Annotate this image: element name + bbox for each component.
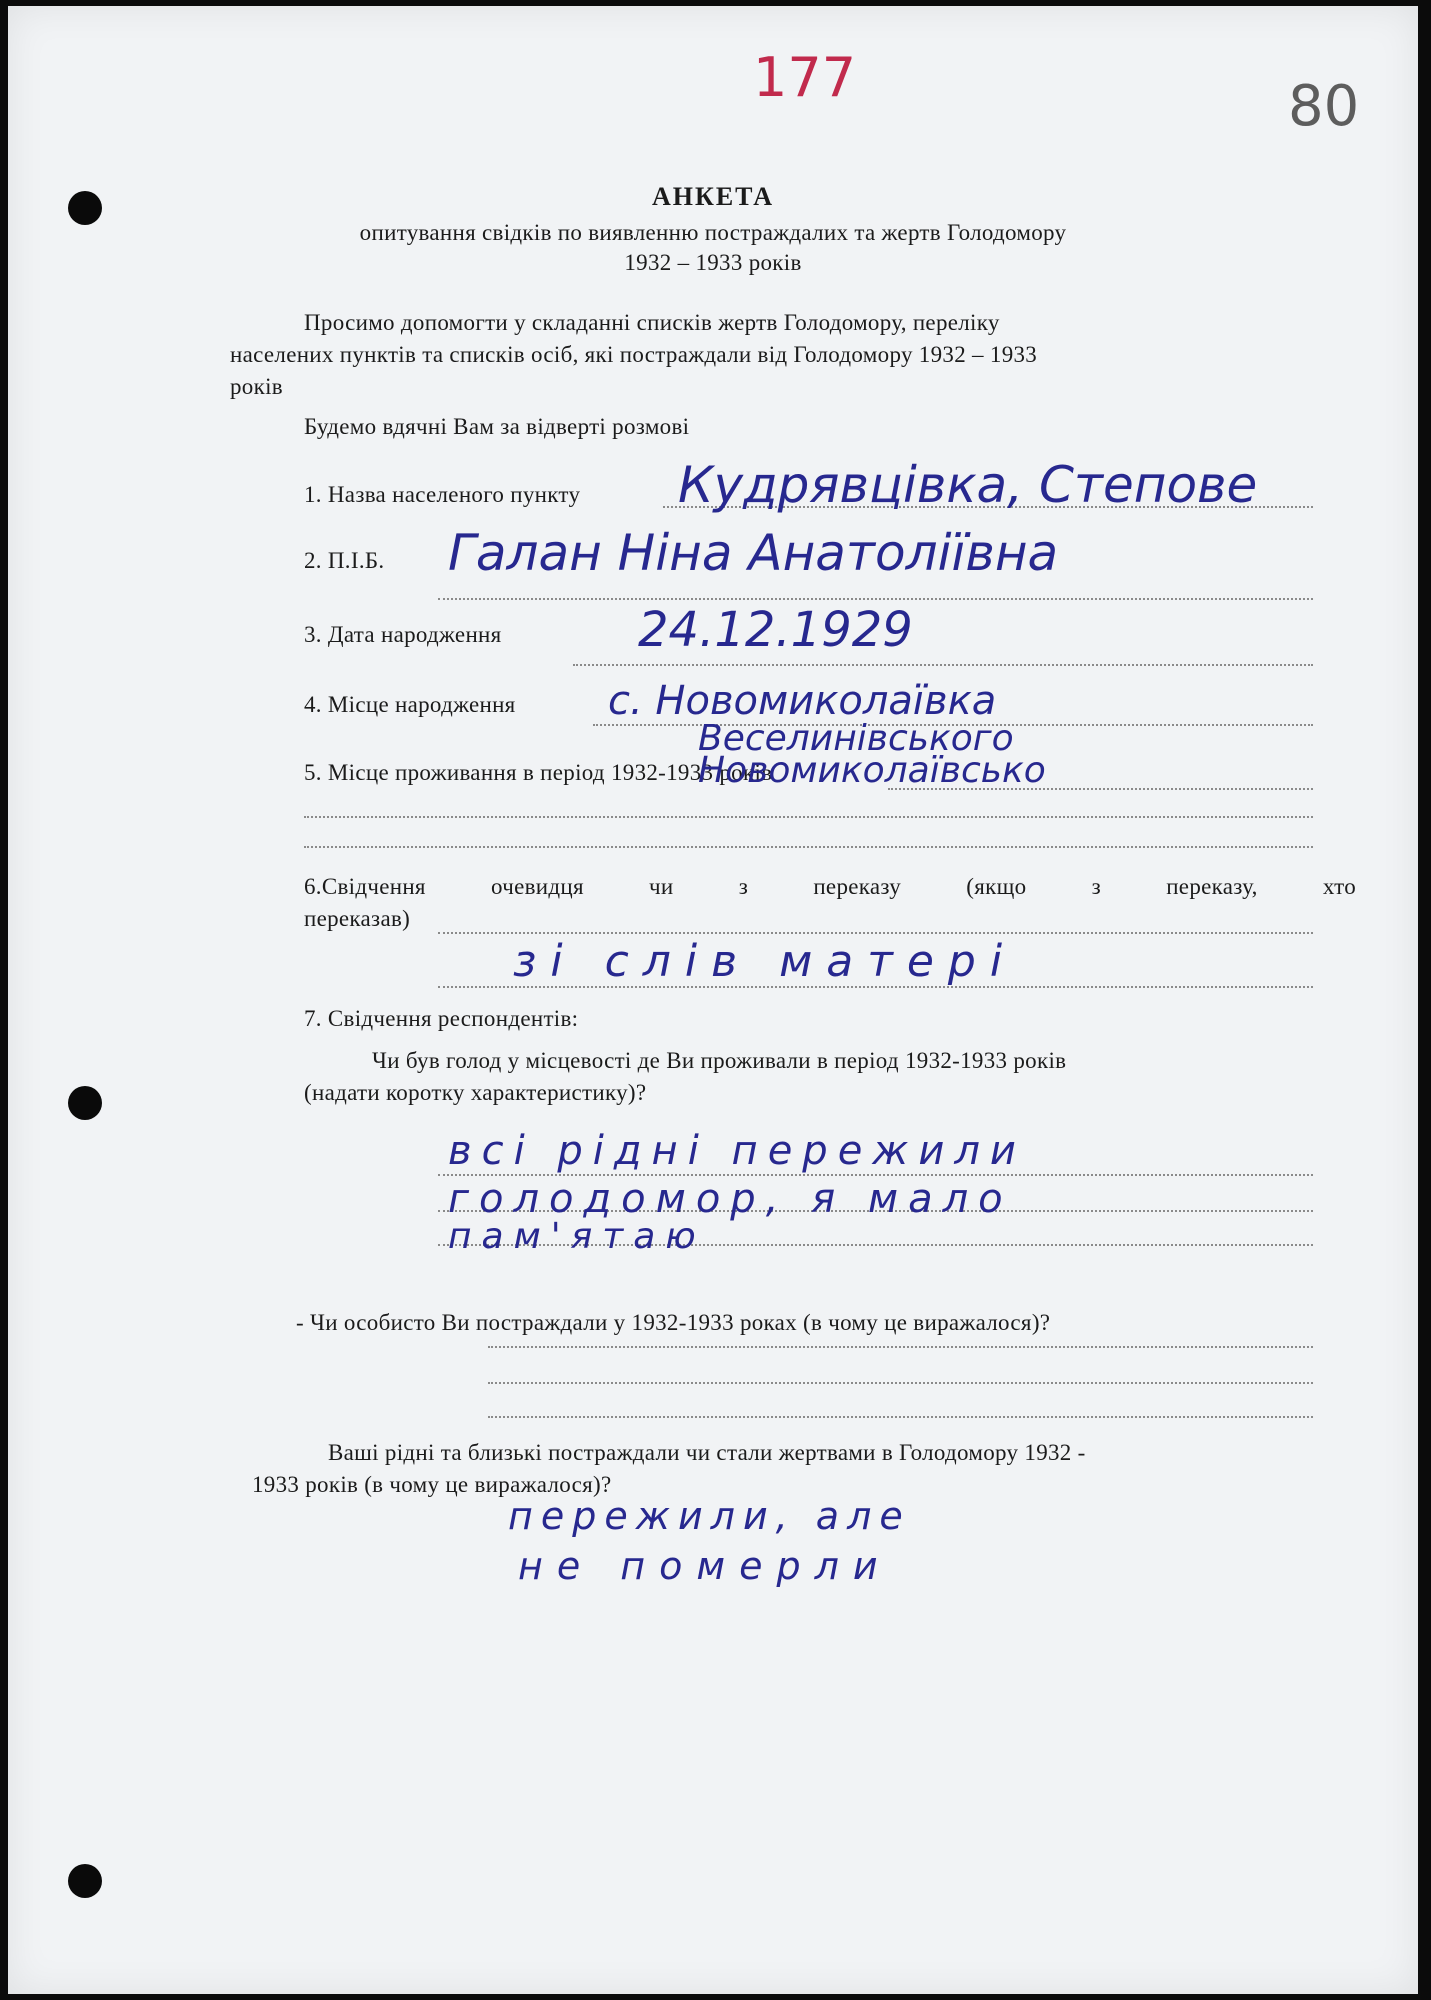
form-title: АНКЕТА bbox=[651, 182, 775, 211]
intro-text: Просимо допомогти у складанні списків жертв Голодомору, переліку bbox=[304, 310, 1000, 335]
answer-line bbox=[304, 816, 1313, 818]
answer-famine: всі рідні пережили bbox=[448, 1128, 1026, 1174]
answer-relatives: пережили, але bbox=[508, 1494, 911, 1538]
section-heading-testimony: 7. Свідчення респондентів: bbox=[304, 1006, 579, 1031]
intro-text: населених пунктів та списків осіб, які постраждали від Голодомору 1932 – 1933 bbox=[230, 342, 1038, 367]
answer-birthdate: 24.12.1929 bbox=[638, 602, 913, 658]
form-subtitle: опитування свідків по виявленню постраждалих та жертв Голодомору bbox=[359, 220, 1067, 245]
answer-line bbox=[438, 598, 1313, 600]
answer-birthplace: с. Новомиколаївка bbox=[608, 678, 997, 724]
intro-text: років bbox=[230, 374, 283, 399]
field-label-settlement: 1. Назва населеного пункту bbox=[304, 482, 581, 507]
question-testimony-source: переказав) bbox=[304, 906, 411, 931]
answer-famine: пам'ятаю bbox=[448, 1216, 706, 1257]
answer-relatives: не померли bbox=[518, 1544, 892, 1588]
question-famine: Чи був голод у місцевості де Ви проживали в період 1932-1933 років bbox=[372, 1048, 1067, 1073]
field-label-residence: 5. Місце проживання в період 1932-1933 років bbox=[304, 760, 773, 785]
question-testimony-source: 6.Свідчення очевидця чи з переказу (якщо з переказу, хто bbox=[304, 874, 1356, 899]
question-relatives: Ваші рідні та близькі постраждали чи стали жертвами в Голодомору 1932 - bbox=[328, 1440, 1086, 1465]
field-label-name: 2. П.І.Б. bbox=[304, 548, 385, 573]
question-relatives: 1933 років (в чому це виражалося)? bbox=[252, 1472, 612, 1497]
answer-testimony-source: зі слів матері bbox=[513, 936, 1017, 987]
thanks-text: Будемо вдячні Вам за відверті розмові bbox=[304, 414, 690, 439]
page-number: 80 bbox=[1288, 74, 1360, 139]
answer-line bbox=[488, 1346, 1313, 1348]
document-page bbox=[8, 6, 1418, 1994]
punch-hole bbox=[68, 1864, 102, 1898]
answer-birthplace-district: Веселинівського bbox=[698, 718, 1014, 759]
answer-line bbox=[488, 1382, 1313, 1384]
answer-line bbox=[488, 1416, 1313, 1418]
field-label-birthplace: 4. Місце народження bbox=[304, 692, 516, 717]
field-label-birthdate: 3. Дата народження bbox=[304, 622, 502, 647]
question-personal-suffering: - Чи особисто Ви постраждали у 1932-1933 роках (в чому це виражалося)? bbox=[296, 1310, 1051, 1335]
archive-number: 177 bbox=[753, 46, 857, 109]
answer-line bbox=[438, 986, 1313, 988]
question-famine: (надати коротку характеристику)? bbox=[304, 1080, 647, 1105]
answer-residence: Новомиколаївсько bbox=[698, 750, 1046, 791]
answer-line bbox=[438, 932, 1313, 934]
answer-line bbox=[573, 664, 1313, 666]
answer-line bbox=[304, 846, 1313, 848]
form-subtitle-years: 1932 – 1933 років bbox=[624, 250, 802, 275]
answer-settlement: Кудрявцівка, Степове bbox=[678, 456, 1258, 514]
answer-famine: голодомор, я мало bbox=[448, 1176, 1013, 1222]
punch-hole bbox=[68, 1086, 102, 1120]
answer-name: Галан Ніна Анатоліївна bbox=[448, 524, 1059, 582]
